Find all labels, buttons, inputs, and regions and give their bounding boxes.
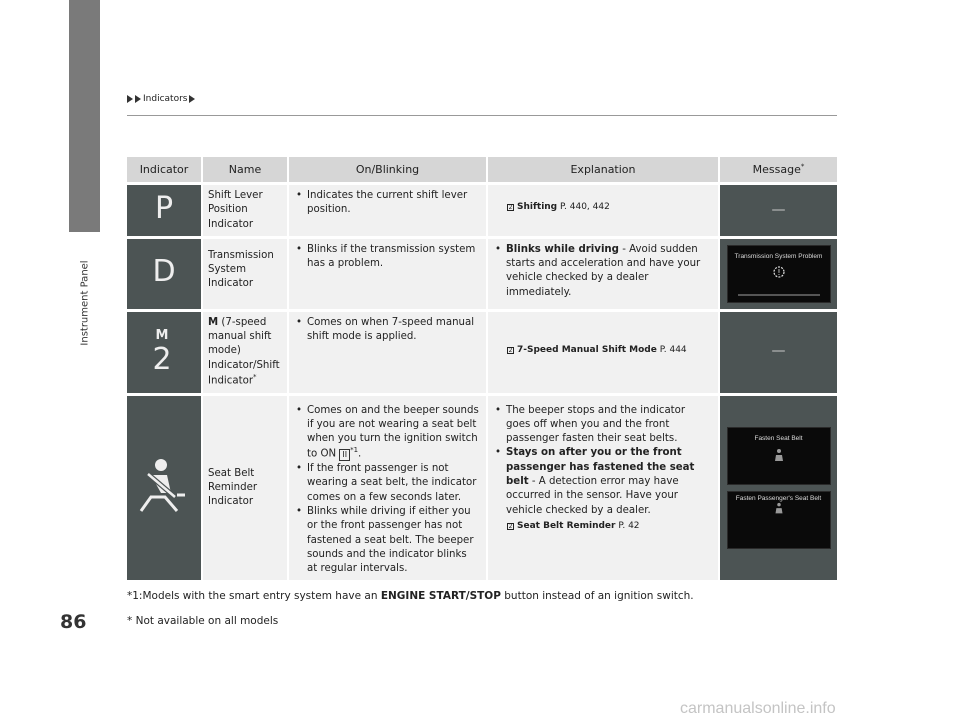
message-cell xyxy=(720,393,837,581)
gear-warning-icon xyxy=(771,264,787,280)
footnote-availability: * Not available on all models xyxy=(127,615,279,627)
svg-text:2: 2 xyxy=(152,341,172,373)
header-name: Name xyxy=(203,157,289,182)
explanation-cell: • The beeper stops and the indicator goes off when you and the front passenger fasten their seat belts. • Stays on after you or the front passenger has fastened the seat belt - A detection error may have occurred in the sensor. Have your vehicle checked by a dealer. 2 Seat Belt Reminder P. 42 xyxy=(488,393,720,581)
arrow-icon xyxy=(135,95,141,103)
explanation-cell xyxy=(488,182,720,236)
svg-text:D: D xyxy=(152,256,176,287)
on-blinking-cell: • Indicates the current shift lever position. xyxy=(289,182,488,236)
svg-text:M: M xyxy=(155,327,169,343)
indicator-table xyxy=(127,157,837,580)
on-blinking-cell: • Blinks if the transmission system has a problem. xyxy=(289,236,488,309)
message-cell: — xyxy=(720,182,837,236)
table-row xyxy=(127,236,837,309)
table-row xyxy=(127,182,837,236)
on-blinking-cell: • Comes on when 7-speed manual shift mode is applied. xyxy=(289,309,488,393)
svg-text:!: ! xyxy=(776,268,781,278)
explanation-cell xyxy=(488,309,720,393)
header-on-blinking: On/Blinking xyxy=(289,157,488,182)
message-display: Fasten Seat Belt xyxy=(727,427,831,485)
seat-belt-icon xyxy=(773,448,785,464)
header-indicator: Indicator xyxy=(127,157,203,182)
cross-reference[interactable]: 2 7-Speed Manual Shift Mode P. 444 xyxy=(508,344,687,355)
table-row xyxy=(127,309,837,393)
footnote-models: *1:Models with the smart entry system have an ENGINE START/STOP button instead of an ignition switch. xyxy=(127,590,694,602)
indicator-name: Transmission System Indicator xyxy=(203,236,289,309)
indicator-name: Shift Lever Position Indicator xyxy=(203,182,289,236)
header-explanation: Explanation xyxy=(488,157,720,182)
arrow-icon xyxy=(127,95,133,103)
cross-reference[interactable]: 2 Seat Belt Reminder P. 42 xyxy=(508,520,640,531)
cross-reference[interactable]: 2 Shifting P. 440, 442 xyxy=(508,202,610,212)
header-divider xyxy=(127,115,837,116)
shift-lever-p-icon xyxy=(127,182,203,236)
table-row xyxy=(127,393,837,581)
explanation-cell: • Blinks while driving - Avoid sudden starts and acceleration and have your vehicle checked by a dealer immediately. xyxy=(488,236,720,309)
breadcrumb-label: Indicators xyxy=(143,94,188,104)
manual-shift-m2-icon xyxy=(127,309,203,393)
watermark: carmanualsonline.info xyxy=(680,700,836,717)
on-blinking-cell: • Comes on and the beeper sounds if you are not wearing a seat belt when you turn the ignition switch to ON II $^{*1}$. • If the front passenger is not wearing a seat belt, the indicator comes on a few seconds later. • Blinks while driving if either you or the front passenger has not fastened a seat belt. The beeper sounds and the indicator blinks at regular intervals. xyxy=(289,393,488,581)
message-display: Fasten Passenger's Seat Belt xyxy=(727,491,831,549)
section-tab xyxy=(69,0,100,232)
indicator-name: M (7-speed manual shift mode) Indicator/Shift Indicator* xyxy=(203,309,289,393)
message-cell: — xyxy=(720,309,837,393)
header-message: Message* xyxy=(720,157,837,182)
page-number: 86 xyxy=(60,611,87,633)
message-cell xyxy=(720,236,837,309)
seat-belt-icon xyxy=(773,502,785,516)
arrow-icon xyxy=(189,95,195,103)
transmission-d-icon xyxy=(127,236,203,309)
seat-belt-icon xyxy=(127,393,203,581)
message-display: Transmission System Problem ! xyxy=(727,245,831,303)
table-header-row xyxy=(127,157,837,182)
indicator-name: Seat Belt Reminder Indicator xyxy=(203,393,289,581)
svg-text:P: P xyxy=(154,192,174,223)
breadcrumb xyxy=(127,94,195,104)
section-side-label: Instrument Panel xyxy=(79,260,91,346)
